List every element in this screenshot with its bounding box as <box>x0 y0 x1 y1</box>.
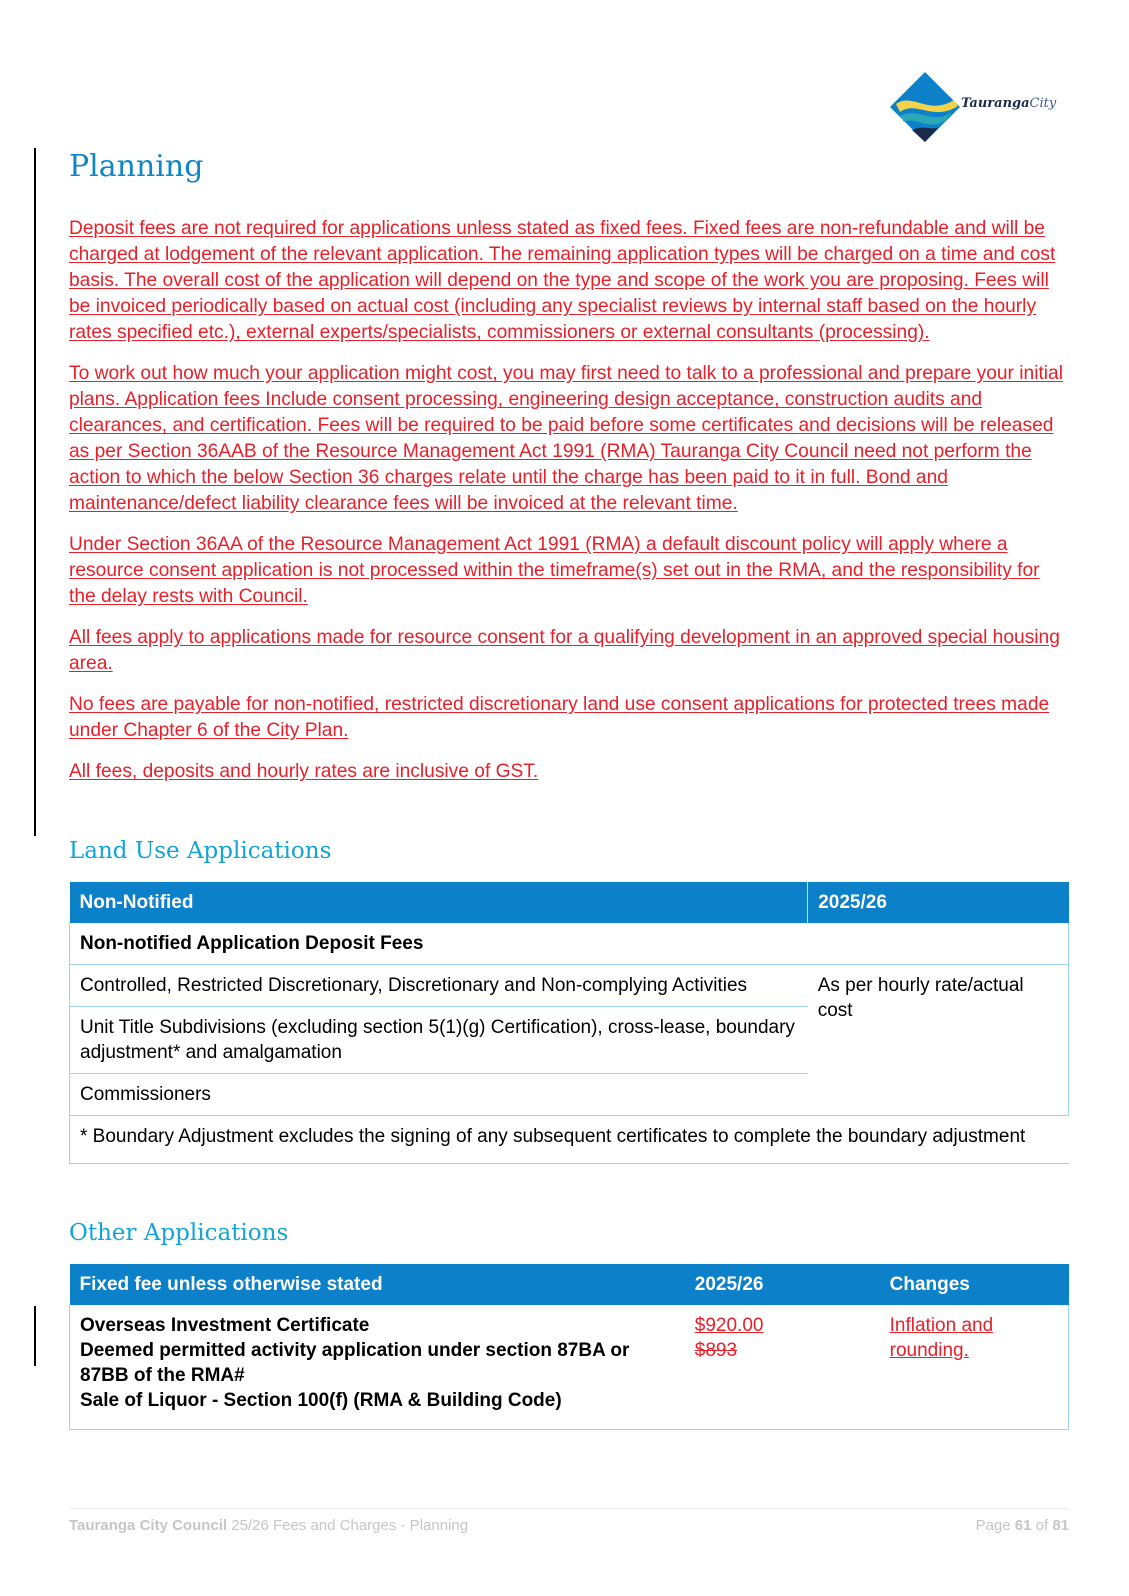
other-applications-heading: Other Applications <box>69 1220 289 1246</box>
logo-name: Tauranga <box>961 96 1030 111</box>
other-applications-table <box>69 1264 1069 1430</box>
table-row <box>70 923 1069 965</box>
tauranga-city-logo <box>888 70 1068 150</box>
fee-item: Unit Title Subdivisions (excluding section 5(1)(g) Certification), cross-lease, boundary adjustment* and amalgamation <box>70 1007 808 1074</box>
fee-item: Deemed permitted activity application under section 87BA or 87BB of the RMA# <box>80 1340 630 1386</box>
footer-doc-title: 25/26 Fees and Charges - Planning <box>227 1517 469 1534</box>
table-subheading: Non-notified Application Deposit Fees <box>70 923 1069 965</box>
page-current: 61 <box>1014 1517 1032 1534</box>
fee-values <box>685 1305 880 1430</box>
old-fee: $893 <box>694 1340 738 1361</box>
intro-paragraph: All fees, deposits and hourly rates are inclusive of GST. <box>69 761 539 782</box>
land-use-heading: Land Use Applications <box>69 838 332 864</box>
intro-text <box>69 216 1069 800</box>
intro-paragraph: No fees are payable for non-notified, restricted discretionary land use consent applications for protected trees made under Chapter 6 of the City Plan. <box>69 694 1050 741</box>
table-row <box>70 1116 1069 1164</box>
fee-item: Commissioners <box>70 1074 808 1116</box>
fee-items <box>70 1305 685 1430</box>
column-header: Non-Notified <box>70 882 808 923</box>
land-use-table <box>69 882 1069 1164</box>
footer-org: Tauranga City Council <box>69 1517 228 1534</box>
fee-item: Sale of Liquor - Section 100(f) (RMA & Building Code) <box>80 1390 562 1411</box>
intro-paragraph: Under Section 36AA of the Resource Management Act 1991 (RMA) a default discount policy will apply where a resource consent application is not processed within the timeframe(s) set out in the RMA, and the responsibility for the delay rests with Council. <box>69 534 1040 607</box>
intro-paragraph: Deposit fees are not required for applications unless stated as fixed fees. Fixed fees are non-refundable and will be charged at lodgement of the relevant application. The remaining application types will be charged on a time and cost basis. The overall cost of the application will depend on the type and scope of the work you are proposing. Fees will be invoiced periodically based on actual cost (including any specialist reviews by internal staff based on the hourly rates specified etc.), external experts/specialists, commissioners or external consultants (processing). <box>69 218 1056 343</box>
fee-value: As per hourly rate/actual cost <box>808 965 1069 1116</box>
page-footer <box>69 1508 1069 1534</box>
table-note: * Boundary Adjustment excludes the signing of any subsequent certificates to complete the boundary adjustment <box>70 1116 1069 1164</box>
change-bar-other-applications <box>34 1306 36 1366</box>
page-title: Planning <box>69 149 204 184</box>
table-header-row <box>70 882 1069 923</box>
page-label: Page <box>975 1517 1015 1534</box>
logo-city: City <box>1029 96 1057 111</box>
table-row <box>70 965 1069 1007</box>
page-total: 81 <box>1052 1517 1069 1534</box>
intro-paragraph: All fees apply to applications made for resource consent for a qualifying development in an approved special housing area. <box>69 627 1060 674</box>
table-row <box>70 1305 1069 1430</box>
change-bar-intro <box>34 148 36 836</box>
page-of-label: of <box>1031 1517 1053 1534</box>
change-reason: Inflation and rounding. <box>880 1305 1069 1430</box>
column-header: Fixed fee unless otherwise stated <box>70 1264 685 1305</box>
intro-paragraph: To work out how much your application might cost, you may first need to talk to a professional and prepare your initial plans. Application fees Include consent processing, engineering design acceptance, construction audits and clearances, and certification. Fees will be required to be paid before some certificates and decisions will be released as per Section 36AAB of the Resource Management Act 1991 (RMA) Tauranga City Council need not perform the action to which the below Section 36 charges relate until the charge has been paid to it in full. Bond and maintenance/defect liability clearance fees will be invoiced at the relevant time. <box>69 363 1063 514</box>
page-number <box>976 1517 1069 1534</box>
table-header-row <box>70 1264 1069 1305</box>
fee-item: Overseas Investment Certificate <box>80 1315 370 1336</box>
new-fee: $920.00 <box>694 1315 764 1336</box>
column-header: Changes <box>880 1264 1069 1305</box>
column-header: 2025/26 <box>685 1264 880 1305</box>
column-header: 2025/26 <box>808 882 1069 923</box>
fee-item: Controlled, Restricted Discretionary, Discretionary and Non-complying Activities <box>70 965 808 1007</box>
logo-wordmark <box>961 96 1056 111</box>
footer-left <box>69 1517 468 1534</box>
logo-diamond-icon <box>888 70 963 145</box>
